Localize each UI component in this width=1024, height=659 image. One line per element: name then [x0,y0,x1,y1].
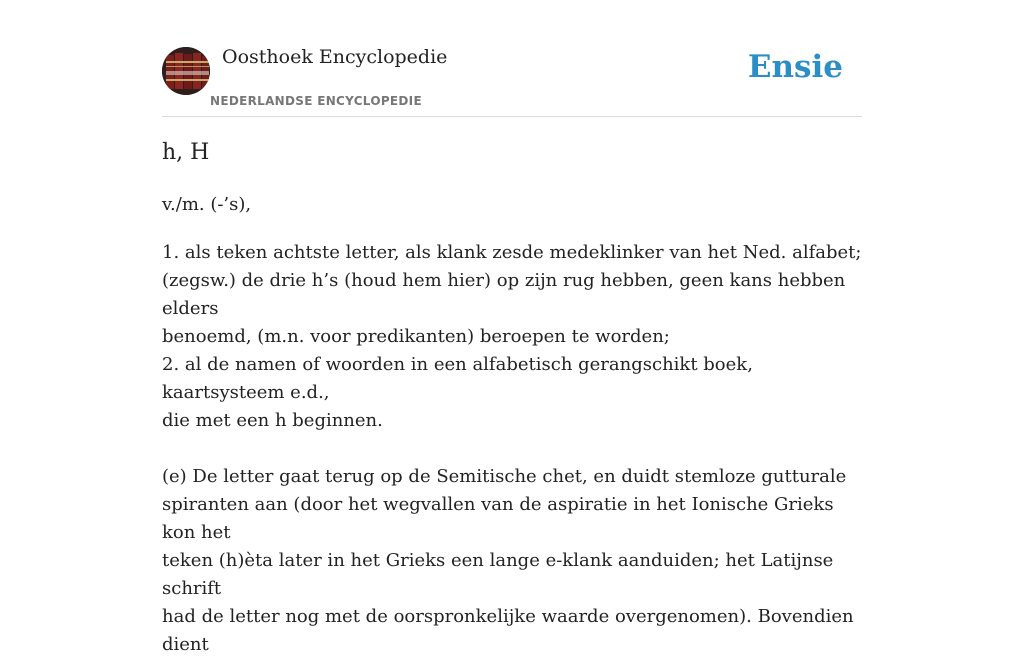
site-header [162,0,862,117]
definition-line: 1. als teken achtste letter, als klank zesde medeklinker van het Ned. alfabet; [162,242,862,263]
etymology-line: (e) De letter gaat terug op de Semitische chet, en duidt stemloze gutturale [162,466,847,487]
definition-line: benoemd, (m.n. voor predikanten) beroepen te worden; [162,326,670,347]
etymology-line: spiranten aan (door het wegvallen van de aspiratie in het Ionische Grieks kon het [162,494,834,543]
etymology-line: had de letter nog met de oorspronkelijke waarde overgenomen). Bovendien dient [162,606,854,655]
site-title[interactable]: Oosthoek Encyclopedie [222,46,448,68]
encyclopedia-books-icon[interactable] [162,47,210,95]
entry-body [162,239,862,659]
definition-line: 2. al de namen of woorden in een alfabetisch gerangschikt boek, kaartsysteem e.d., [162,354,753,403]
paragraph-gap [162,435,862,463]
page [162,0,862,655]
entry-title: h, H [162,140,210,165]
entry-grammar: v./m. (-’s), [162,194,252,215]
site-subtitle: NEDERLANDSE ENCYCLOPEDIE [210,94,422,108]
ensie-brand-link[interactable]: Ensie [747,49,843,85]
definition-line: die met een h beginnen. [162,410,383,431]
etymology-line: teken (h)èta later in het Grieks een lange e-klank aanduiden; het Latijnse schrift [162,550,834,599]
definition-line: (zegsw.) de drie h’s (houd hem hier) op zijn rug hebben, geen kans hebben elders [162,270,846,319]
